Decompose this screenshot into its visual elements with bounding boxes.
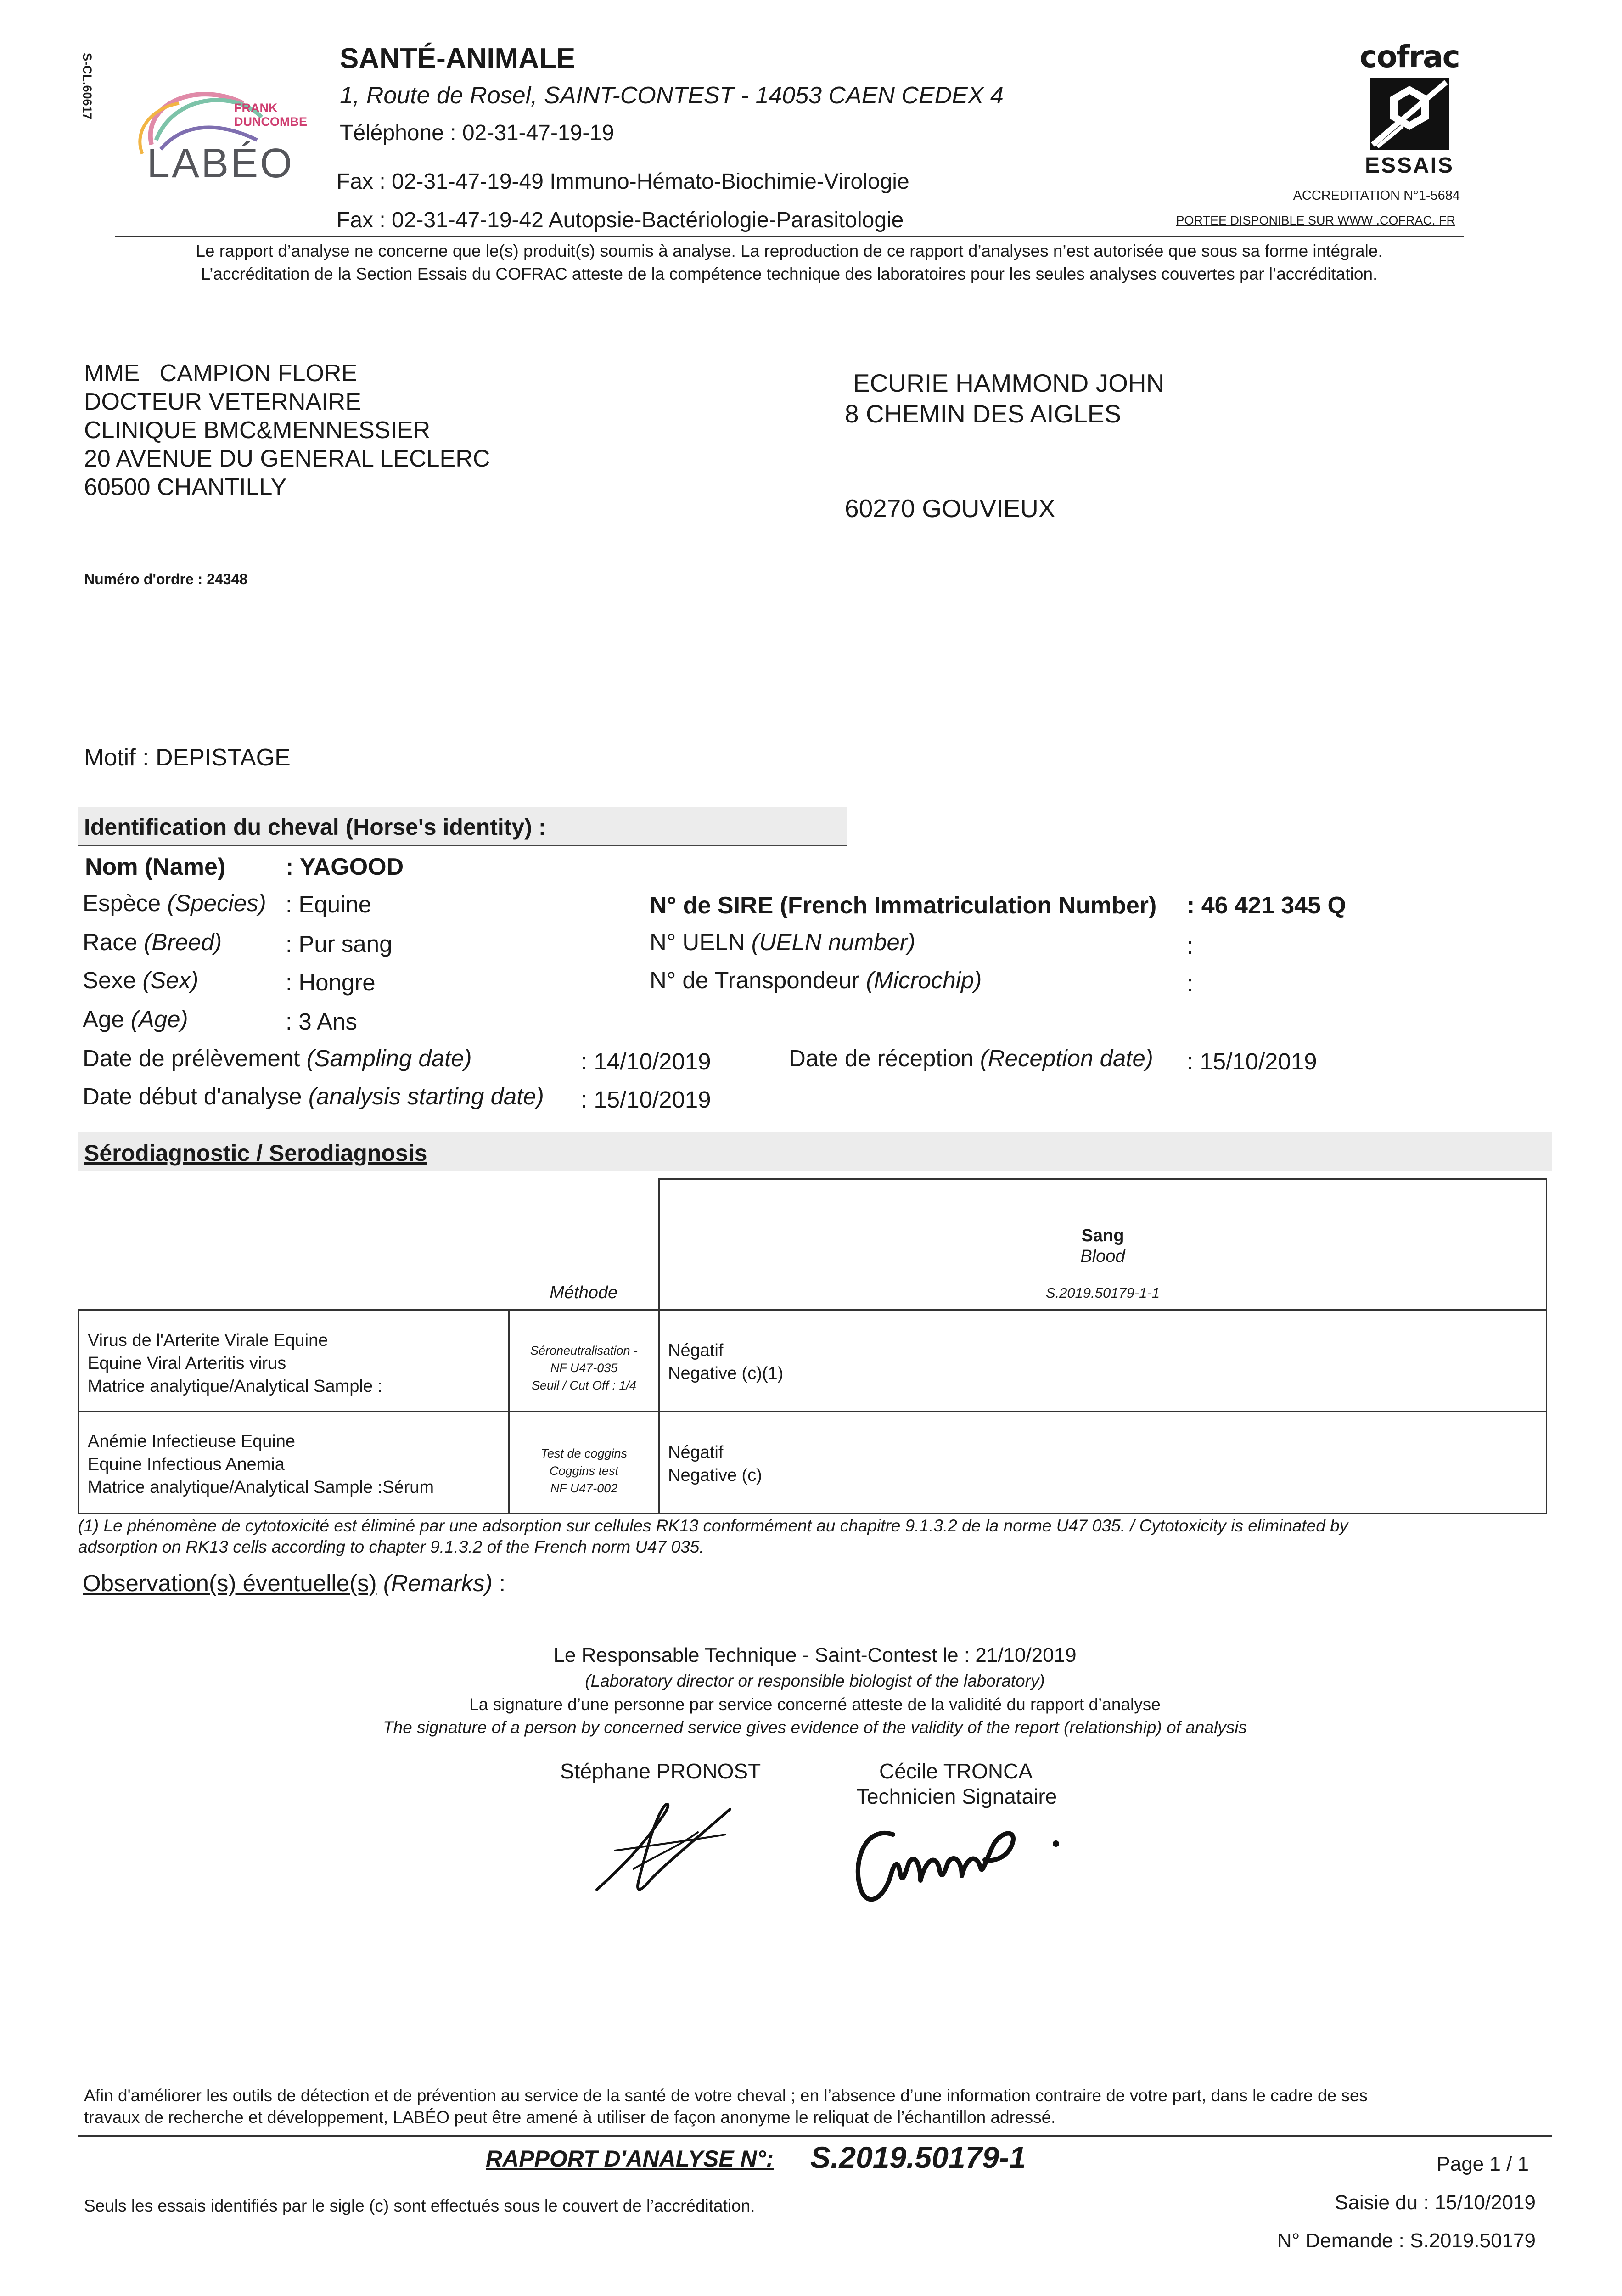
transponder-en: (Microchip) — [866, 967, 982, 993]
sample-id: S.2019.50179-1-1 — [1045, 1285, 1160, 1301]
footnote-line1: (1) Le phénomène de cytotoxicité est éliminé par une adsorption sur cellules RK13 conformément au chapitre 9.1.3.2 de la norme U47 035. / Cytotoxicity is eliminated by — [78, 1516, 1348, 1535]
remarks-label: Observation(s) éventuelle(s) — [83, 1570, 377, 1596]
analysis-name3: Matrice analytique/Analytical Sample : — [88, 1377, 383, 1396]
blank-header-cell — [79, 1179, 509, 1310]
cofrac-accreditation: ACCREDITATION N°1-5684 — [1293, 188, 1460, 203]
breed-label: Race — [83, 929, 138, 955]
sex-label: Sexe — [83, 967, 136, 993]
sampling-en: (Sampling date) — [306, 1045, 472, 1071]
transponder-field — [650, 967, 982, 994]
ueln-en: (UELN number) — [751, 929, 915, 955]
breed-en: (Breed) — [144, 929, 222, 955]
disclaimer-line2: L’accréditation de la Section Essais du COFRAC atteste de la compétence technique des laboratoires pour les seules analyses couvertes par l’accréditation. — [201, 264, 1378, 283]
analysis-name3: Matrice analytique/Analytical Sample :Sérum — [88, 1478, 434, 1497]
demande-number: N° Demande : S.2019.50179 — [1277, 2229, 1536, 2252]
start-field — [83, 1083, 544, 1110]
document-code: S-CL.60617 — [80, 53, 94, 120]
sex-value: : Hongre — [286, 969, 376, 996]
recipient-line: 60500 CHANTILLY — [84, 474, 287, 501]
signature-line4: The signature of a person by concerned service gives evidence of the validity of the report (relationship) of analysis — [383, 1718, 1247, 1737]
ueln-field — [650, 929, 915, 956]
age-value: : 3 Ans — [286, 1008, 357, 1035]
footnote-line2: adsorption on RK13 cells according to chapter 9.1.3.2 of the French norm U47 035. — [78, 1537, 704, 1556]
result-line1: Négatif — [668, 1443, 724, 1462]
transponder-label: N° de Transpondeur — [650, 967, 860, 993]
result-line2: Negative (c)(1) — [668, 1364, 784, 1383]
footer-notice-line2: travaux de recherche et développement, LABÉO peut être amené à utiliser de façon anonyme le reliquat de l’échantillon adressé. — [84, 2108, 1056, 2127]
age-field — [83, 1006, 188, 1033]
signer2-name: Cécile TRONCA — [879, 1759, 1033, 1783]
motif: Motif : DEPISTAGE — [84, 744, 291, 771]
report-number: S.2019.50179-1 — [810, 2140, 1026, 2174]
lab-title: SANTÉ-ANIMALE — [340, 43, 576, 74]
method-line1: Test de coggins — [540, 1446, 628, 1460]
result-line1: Négatif — [668, 1341, 724, 1360]
start-label: Date début d'analyse — [83, 1083, 302, 1109]
cofrac-emblem-icon — [1368, 76, 1451, 152]
reception-en: (Reception date) — [980, 1045, 1153, 1071]
start-value: : 15/10/2019 — [581, 1086, 711, 1113]
analysis-name2: Equine Viral Arteritis virus — [88, 1354, 286, 1373]
remarks-colon: : — [499, 1570, 506, 1596]
result-cell — [659, 1412, 1547, 1514]
logo-sub2: DUNCOMBE — [234, 115, 307, 129]
recipient-line: CLINIQUE BMC&MENNESSIER — [84, 417, 431, 444]
logo-sub1: FRANK — [234, 101, 278, 115]
identification-title: Identification du cheval (Horse's identity) : — [84, 814, 546, 840]
method-line3: Seuil / Cut Off : 1/4 — [531, 1379, 637, 1392]
serology-title: Sérodiagnostic / Serodiagnosis — [84, 1140, 427, 1166]
sample-header-cell — [659, 1179, 1547, 1310]
species-label: Espèce — [83, 890, 161, 916]
logo-brand: LABÉO — [147, 141, 294, 186]
signature-tronca-icon — [847, 1807, 1086, 1913]
sampling-label: Date de prélèvement — [83, 1045, 300, 1071]
result-line2: Negative (c) — [668, 1466, 762, 1485]
owner-line3: 60270 GOUVIEUX — [845, 494, 1055, 523]
result-cell — [659, 1310, 1547, 1412]
method-line1: Séroneutralisation - — [530, 1344, 638, 1357]
analysis-name1: Anémie Infectieuse Equine — [88, 1432, 296, 1451]
order-number: Numéro d'ordre : 24348 — [84, 571, 248, 587]
results-header-row — [79, 1179, 1547, 1310]
signature-pronost-icon — [578, 1791, 753, 1901]
table-row — [79, 1310, 1547, 1412]
lab-phone: Téléphone : 02-31-47-19-19 — [340, 121, 614, 145]
signer2-title: Technicien Signataire — [856, 1784, 1057, 1808]
lab-fax1: Fax : 02-31-47-19-49 Immuno-Hémato-Biochimie-Virologie — [337, 169, 909, 194]
analysis-name-cell — [79, 1310, 509, 1412]
remarks-en: (Remarks) — [383, 1570, 493, 1596]
species-en: (Species) — [167, 890, 266, 916]
labeo-logo — [124, 76, 321, 195]
start-en: (analysis starting date) — [308, 1083, 544, 1109]
lab-fax2: Fax : 02-31-47-19-42 Autopsie-Bactériologie-Parasitologie — [337, 208, 904, 232]
sampling-field — [83, 1045, 472, 1072]
signature-line1: Le Responsable Technique - Saint-Contest le : 21/10/2019 — [553, 1644, 1077, 1666]
page-number: Page 1 / 1 — [1437, 2153, 1529, 2175]
signer1-name: Stéphane PRONOST — [560, 1759, 761, 1783]
recipient-line: 20 AVENUE DU GENERAL LECLERC — [84, 445, 490, 472]
reception-value: : 15/10/2019 — [1187, 1048, 1317, 1075]
method-line2: Coggins test — [549, 1464, 619, 1478]
remarks — [83, 1570, 505, 1597]
signature-line3: La signature d’une personne par service concerné atteste de la validité du rapport d’analyse — [469, 1695, 1161, 1714]
reception-field — [789, 1045, 1153, 1072]
table-row — [79, 1412, 1547, 1514]
lab-address: 1, Route de Rosel, SAINT-CONTEST - 14053 CAEN CEDEX 4 — [340, 82, 1004, 109]
accreditation-note: Seuls les essais identifiés par le sigle (c) sont effectués sous le couvert de l’accréditation. — [84, 2196, 755, 2215]
breed-field — [83, 929, 222, 956]
sire-label: N° de SIRE (French Immatriculation Number) — [650, 892, 1157, 919]
saisie-date: Saisie du : 15/10/2019 — [1335, 2191, 1536, 2214]
disclaimer — [115, 240, 1464, 286]
owner-line2: 8 CHEMIN DES AIGLES — [845, 400, 1122, 428]
sampling-value: : 14/10/2019 — [581, 1048, 711, 1075]
method-cell — [509, 1412, 659, 1514]
name-value: : YAGOOD — [286, 854, 404, 880]
sample-en: Blood — [1080, 1247, 1125, 1266]
cofrac-portee: PORTEE DISPONIBLE SUR WWW .COFRAC. FR — [1176, 214, 1455, 227]
ueln-value: : — [1187, 933, 1194, 959]
serology-header — [78, 1132, 1552, 1171]
cofrac-name: cofrac — [1359, 39, 1459, 74]
signature-block — [78, 1642, 1552, 1739]
report-label: RAPPORT D'ANALYSE N°: — [486, 2146, 774, 2172]
cofrac-logo — [1359, 39, 1460, 181]
ueln-label: N° UELN — [650, 929, 745, 955]
identification-header — [78, 807, 847, 846]
footnote — [78, 1515, 1556, 1558]
method-header: Méthode — [550, 1283, 618, 1302]
reception-label: Date de réception — [789, 1045, 974, 1071]
transponder-value: : — [1187, 970, 1194, 996]
footer-notice-line1: Afin d'améliorer les outils de détection et de prévention au service de la santé de votre cheval ; en l’absence d’une information contraire de votre part, dans le cadre de ses — [84, 2086, 1368, 2105]
method-line3: NF U47-002 — [550, 1481, 618, 1495]
sire-value: : 46 421 345 Q — [1187, 892, 1346, 919]
results-table — [78, 1178, 1547, 1514]
sample-fr: Sang — [1081, 1226, 1124, 1245]
owner-line1: ECURIE HAMMOND JOHN — [853, 369, 1165, 397]
species-value: : Equine — [286, 891, 372, 917]
age-en: (Age) — [130, 1006, 188, 1032]
analysis-name1: Virus de l'Arterite Virale Equine — [88, 1331, 328, 1350]
disclaimer-line1: Le rapport d’analyse ne concerne que le(s) produit(s) soumis à analyse. La reproduction de ce rapport d’analyses n’est autorisée que sous sa forme intégrale. — [196, 242, 1383, 260]
breed-value: : Pur sang — [286, 931, 393, 957]
recipient-address — [84, 359, 490, 501]
footer-notice — [84, 2085, 1558, 2128]
analysis-name-cell — [79, 1412, 509, 1514]
cofrac-essais: ESSAIS — [1364, 153, 1454, 178]
sex-en: (Sex) — [142, 967, 199, 993]
recipient-line: MME CAMPION FLORE — [84, 360, 358, 387]
footer-rule — [78, 2135, 1552, 2137]
name-label: Nom (Name) — [85, 854, 226, 880]
species-field — [83, 889, 266, 917]
method-line2: NF U47-035 — [550, 1361, 618, 1375]
recipient-line: DOCTEUR VETERNAIRE — [84, 388, 361, 415]
sex-field — [83, 967, 198, 994]
age-label: Age — [83, 1006, 124, 1032]
header-rule — [115, 236, 1464, 237]
method-header-cell — [509, 1179, 659, 1310]
signature-line2: (Laboratory director or responsible biologist of the laboratory) — [585, 1671, 1045, 1690]
analysis-name2: Equine Infectious Anemia — [88, 1455, 285, 1474]
method-cell — [509, 1310, 659, 1412]
